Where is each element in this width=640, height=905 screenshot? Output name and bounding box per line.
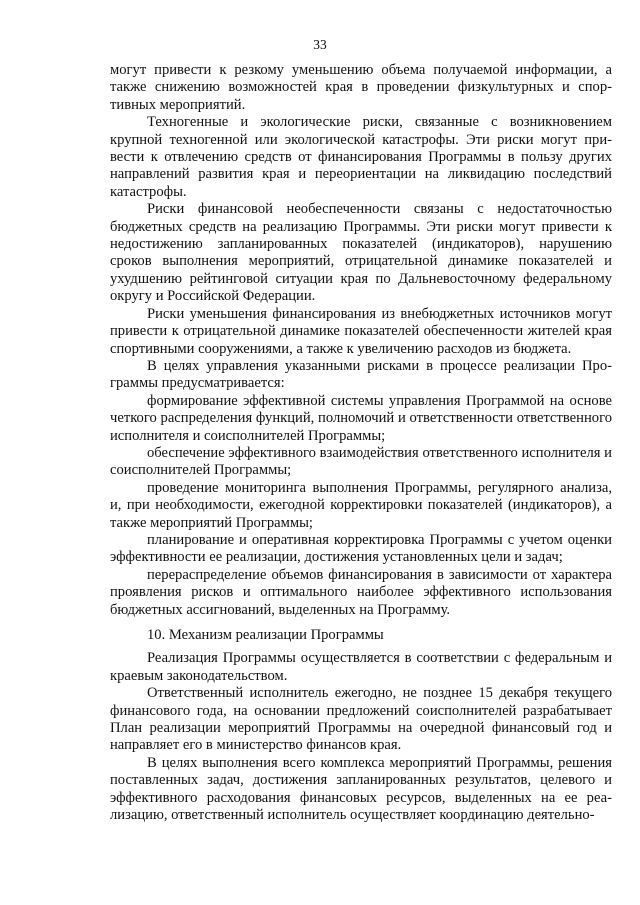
paragraph-coordination: В целях выполнения всего комплекса мероприятий Программы, решения поставленных задач, достижения запланированных результатов, целевого и эффективного расходования финансовых ресурсов, выделенных на ее реализацию, ответственный исполнитель осуществляет координацию деятельно-	[110, 754, 612, 824]
document-body	[110, 62, 612, 824]
list-item-monitoring: проведение мониторинга выполнения Программы, регулярного анализа, и, при необходимости, ежегодной корректировки показателей (индикаторов), а также мероприятий Программы;	[110, 479, 612, 531]
paragraph-continuation: могут привести к резкому уменьшению объема получаемой информации, а также снижению возможностей края в проведении физкультурных и спортивных мероприятий.	[110, 62, 612, 113]
paragraph-annual-plan: Ответственный исполнитель ежегодно, не позднее 15 декабря текущего финансового года, на основании предложений соисполнителей разрабатывает План реализации мероприятий Программы на очередной финансовый год и направляет его в министерство финансов края.	[110, 685, 612, 754]
list-item-interaction: обеспечение эффективного взаимодействия ответственного исполнителя и соисполнителей Программы;	[110, 444, 612, 479]
paragraph-risk-management: В целях управления указанными рисками в процессе реализации Программы предусматривается:	[110, 357, 612, 392]
paragraph-legislation: Реализация Программы осуществляется в соответствии с федеральным и краевым законодательством.	[110, 650, 612, 684]
list-item-redistribution: перераспределение объемов финансирования в зависимости от характера проявления рисков и оптимального наиболее эффективного использования бюджетных ассигнований, выделенных на Программу.	[110, 566, 612, 618]
list-item-planning: планирование и оперативная корректировка Программы с учетом оценки эффективности ее реализации, достижения установленных цели и задач;	[110, 531, 612, 566]
paragraph-financial-risks: Риски финансовой необеспеченности связаны с недостаточностью бюджетных средств на реализацию Программы. Эти риски могут привести к недостижению запланированных показателей (индикаторов), нарушению сроков выполнения мероприятий, отрицательной динамике показателей и ухудшению рейтинговой ситуации края по Дальневосточному федеральному округу и Российской Федерации.	[110, 201, 612, 305]
page-number: 33	[313, 37, 327, 52]
section-heading: 10. Механизм реализации Программы	[147, 627, 384, 643]
list-item-management-system: формирование эффективной системы управления Программой на основе четкого распределения функций, полномочий и ответственности ответственного исполнителя и соисполнителей Программы;	[110, 392, 612, 444]
paragraph-extrabudgetary-risks: Риски уменьшения финансирования из внебюджетных источников могут привести к отрицательной динамике показателей обеспеченности жителей края спортивными сооружениями, а также к увеличению расходов из бюджета.	[110, 305, 612, 357]
paragraph-technogenic-risks: Техногенные и экологические риски, связанные с возникновением крупной техногенной или экологической катастрофы. Эти риски могут привести к отвлечению средств от финансирования Программы в пользу других направлений развития края и переориентации на ликвидацию последствий катастрофы.	[110, 114, 612, 200]
